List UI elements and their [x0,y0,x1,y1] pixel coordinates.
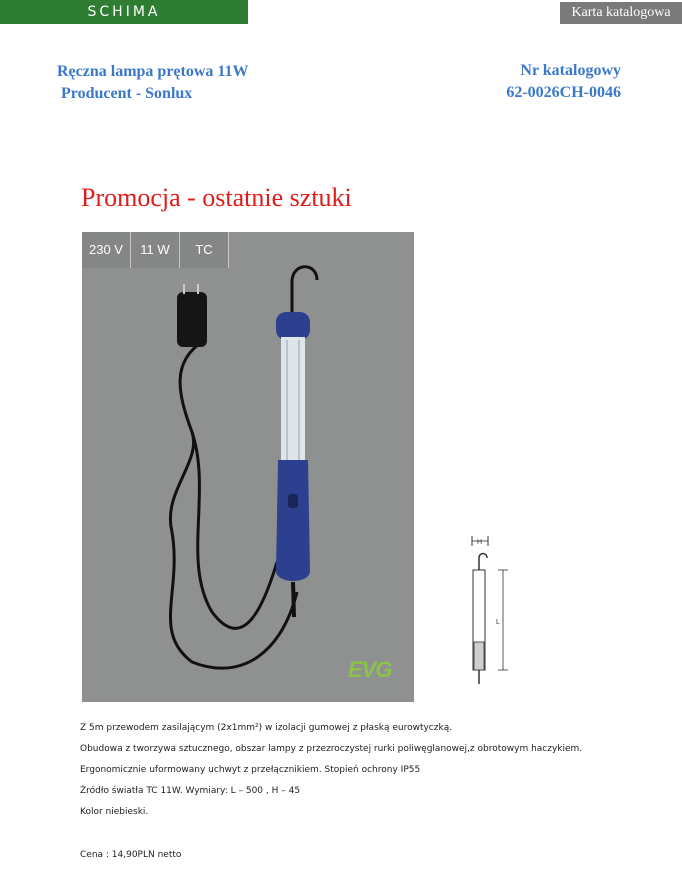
dimension-l-label: L [496,619,500,626]
evg-logo: EVG [348,657,392,682]
catalog-number: 62-0026CH-0046 [506,84,621,101]
switch-icon [288,494,298,508]
description-line: Ergonomicznie uformowany uchwyt z przełącznikiem. Stopień ochrony IP55 [80,765,421,775]
lamp-handle [276,460,310,581]
dimension-drawing [460,532,520,692]
promo-heading: Promocja - ostatnie sztuki [81,183,352,212]
brand-logo: SCHIMA [0,0,248,24]
product-title: Ręczna lampa prętowa 11W [57,63,249,80]
product-photo [82,232,414,702]
description-line: Z 5m przewodem zasilającym (2x1mm²) w izolacji gumowej z płaską eurowtyczką. [80,723,453,733]
description-line: Kolor niebieski. [80,807,149,817]
lamp-tube [281,337,305,462]
product-description [80,718,582,823]
description-line: Obudowa z tworzywa sztucznego, obszar lampy z przezroczystej rurki poliwęglanowej,z obrotowym haczykiem. [80,744,583,754]
hook-icon [292,267,317,317]
lamp-cap [276,312,310,340]
catalog-label: Nr katalogowy [520,62,621,79]
plug-icon [177,292,207,347]
document-type-tag: Karta katalogowa [560,2,682,24]
dimension-h-label: H [477,539,483,546]
power-badge: 11 W [131,232,180,268]
product-producer: Producent - Sonlux [61,85,193,102]
lamp-illustration [82,232,414,702]
catalog-info [506,60,621,104]
description-line: Źródło światła TC 11W. Wymiary: L – 500 , H – 45 [80,786,301,796]
power-cable-loop [192,432,277,628]
lamp-type-badge: TC [180,232,229,268]
voltage-badge: 230 V [82,232,131,268]
product-header [57,61,249,105]
price-text: Cena : 14,90PLN netto [80,850,182,860]
